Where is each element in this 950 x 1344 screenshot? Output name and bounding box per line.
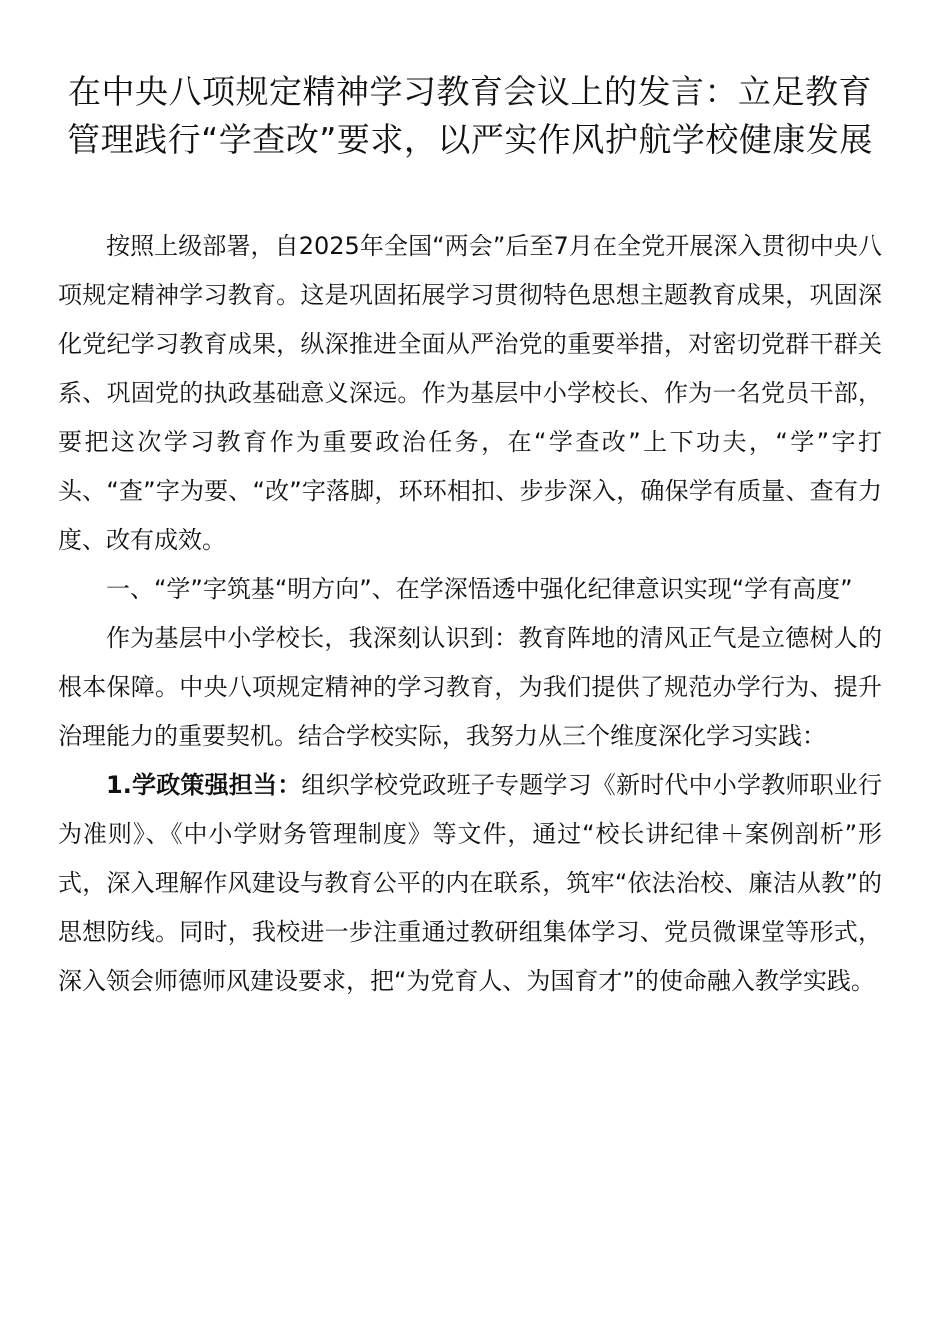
paragraph-item-1 [58,761,882,1006]
section-heading-1: 一、“学”字筑基“明方向”、在学深悟透中强化纪律意识实现“学有高度” [106,575,853,603]
item-1-text: 组织学校党政班子专题学习《新时代中小学教师职业行为准则》、《中小学财务管理制度》等文件，通过“校长讲纪律＋案例剖析”形式，深入理解作风建设与教育公平的内在联系，筑牢“依法治校、廉洁从教”的思想防线。同时，我校进一步注重通过教研组集体学习、党员微课堂等形式，深入领会师德师风建设要求，把“为党育人、为国育才”的使命融入教学实践。 [58,771,882,995]
paragraph-intro: 按照上级部署，自2025年全国“两会”后至7月在全党开展深入贯彻中央八项规定精神学习教育。这是巩固拓展学习贯彻特色思想主题教育成果，巩固深化党纪学习教育成果，纵深推进全面从严治党的重要举措，对密切党群干群关系、巩固党的执政基础意义深远。作为基层中小学校长、作为一名党员干部，要把这次学习教育作为重要政治任务，在“学查改”上下功夫，“学”字打头、“查”字为要、“改”字落脚，环环相扣、步步深入，确保学有质量、查有力度、改有成效。 [58,232,882,554]
document-title: 在中央八项规定精神学习教育会议上的发言：立足教育管理践行“学查改”要求，以严实作风护航学校健康发展 [67,72,873,159]
paragraph-section-1: 作为基层中小学校长，我深刻认识到：教育阵地的清风正气是立德树人的根本保障。中央八项规定精神的学习教育，为我们提供了规范办学行为、提升治理能力的重要契机。结合学校实际，我努力从三个维度深化学习实践： [58,624,882,750]
item-1-lead: 1.学政策强担当： [106,771,302,799]
document-page [58,68,882,1006]
